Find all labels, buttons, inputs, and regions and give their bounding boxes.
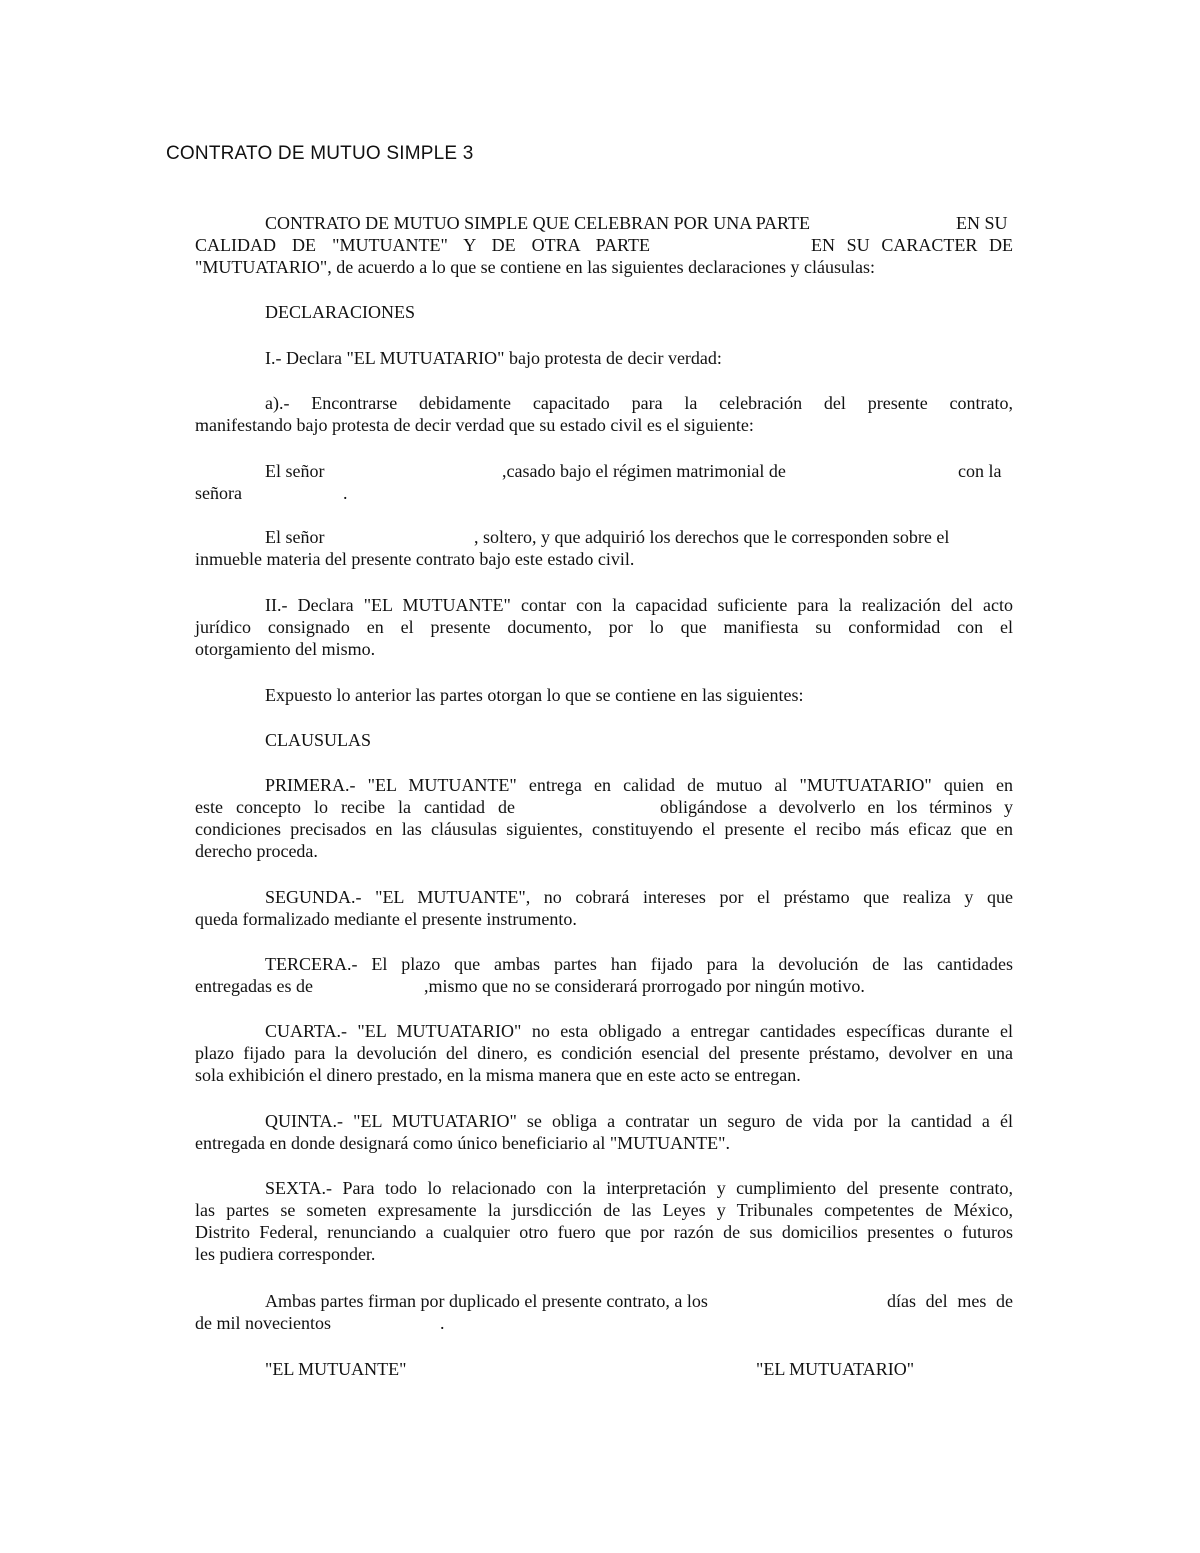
cuarta-line-2: plazo fijado para la devolución del dinero, es condición esencial del presente préstamo, devolver en una (195, 1043, 1013, 1063)
document-title: CONTRATO DE MUTUO SIMPLE 3 (166, 143, 474, 164)
intro-line-3: "MUTUATARIO", de acuerdo a lo que se contiene en las siguientes declaraciones y cláusulas: (195, 257, 876, 277)
senor-casado-label: El señor (265, 461, 325, 481)
intro-line-1: CONTRATO DE MUTUO SIMPLE QUE CELEBRAN POR UNA PARTE (265, 213, 810, 233)
firma-period: . (440, 1313, 445, 1333)
sexta-line-4: les pudiera corresponder. (195, 1244, 376, 1264)
declaracion-a-line-2: manifestando bajo protesta de decir verdad que su estado civil es el siguiente: (195, 415, 754, 435)
quinta-line-2: entregada en donde designará como único beneficiario al "MUTUANTE". (195, 1133, 730, 1153)
declaracion-ii-line-3: otorgamiento del mismo. (195, 639, 376, 659)
declaracion-i: I.- Declara "EL MUTUATARIO" bajo protesta de decir verdad: (265, 348, 722, 368)
sexta-line-3: Distrito Federal, renunciando a cualquier otro fuero que por razón de sus domicilios presentes o futuros (195, 1222, 1013, 1242)
expuesto-text: Expuesto lo anterior las partes otorgan lo que se contiene en las siguientes: (265, 685, 804, 705)
declaracion-a-line-1: a).- Encontrarse debidamente capacitado para la celebración del presente contrato, (265, 393, 1013, 413)
primera-line-2: este concepto lo recibe la cantidad de (195, 797, 515, 817)
primera-line-4: derecho proceda. (195, 841, 318, 861)
firma-line-1: Ambas partes firman por duplicado el presente contrato, a los (265, 1291, 708, 1311)
firma-line-2: de mil novecientos (195, 1313, 331, 1333)
quinta-line-1: QUINTA.- "EL MUTUATARIO" se obliga a contratar un seguro de vida por la cantidad a él (265, 1111, 1013, 1131)
intro-line-1-end: EN SU (956, 213, 1008, 233)
senora-label: señora (195, 483, 242, 503)
intro-line-2: CALIDAD DE "MUTUANTE" Y DE OTRA PARTE (195, 235, 650, 255)
segunda-line-1: SEGUNDA.- "EL MUTUANTE", no cobrará intereses por el préstamo que realiza y que (265, 887, 1013, 907)
senor-soltero-text: , soltero, y que adquirió los derechos que le corresponden sobre el (474, 527, 950, 547)
senor-soltero-label: El señor (265, 527, 325, 547)
intro-line-2-end: EN SU CARACTER DE (811, 235, 1013, 255)
cuarta-line-1: CUARTA.- "EL MUTUATARIO" no esta obligado a entregar cantidades específicas durante el (265, 1021, 1013, 1041)
signature-mutuatario: "EL MUTUATARIO" (756, 1359, 915, 1379)
senor-soltero-line-2: inmueble materia del presente contrato bajo este estado civil. (195, 549, 635, 569)
declaraciones-heading: DECLARACIONES (265, 302, 416, 322)
declaracion-ii-line-2: jurídico consignado en el presente documento, por lo que manifiesta su conformidad con el (195, 617, 1013, 637)
firma-line-1-end: días del mes de (887, 1291, 1013, 1311)
primera-line-2-end: obligándose a devolverlo en los términos y (660, 797, 1013, 817)
tercera-line-1: TERCERA.- El plazo que ambas partes han fijado para la devolución de las cantidades (265, 954, 1013, 974)
clausulas-heading: CLAUSULAS (265, 730, 372, 750)
sexta-line-2: las partes se someten expresamente la jursdicción de las Leyes y Tribunales competentes de México, (195, 1200, 1013, 1220)
tercera-line-2-end: ,mismo que no se considerará prorrogado por ningún motivo. (424, 976, 865, 996)
segunda-line-2: queda formalizado mediante el presente instrumento. (195, 909, 577, 929)
sexta-line-1: SEXTA.- Para todo lo relacionado con la interpretación y cumplimiento del presente contrato, (265, 1178, 1013, 1198)
cuarta-line-3: sola exhibición el dinero prestado, en la misma manera que en este acto se entregan. (195, 1065, 801, 1085)
senora-period: . (343, 483, 348, 503)
signature-mutuante: "EL MUTUANTE" (265, 1359, 407, 1379)
senor-casado-end: con la (958, 461, 1002, 481)
primera-line-1: PRIMERA.- "EL MUTUANTE" entrega en calidad de mutuo al "MUTUATARIO" quien en (265, 775, 1013, 795)
primera-line-3: condiciones precisados en las cláusulas siguientes, constituyendo el presente el recibo más eficaz que en (195, 819, 1013, 839)
declaracion-ii-line-1: II.- Declara "EL MUTUANTE" contar con la capacidad suficiente para la realización del acto (265, 595, 1013, 615)
tercera-line-2: entregadas es de (195, 976, 313, 996)
senor-casado-text: ,casado bajo el régimen matrimonial de (502, 461, 786, 481)
